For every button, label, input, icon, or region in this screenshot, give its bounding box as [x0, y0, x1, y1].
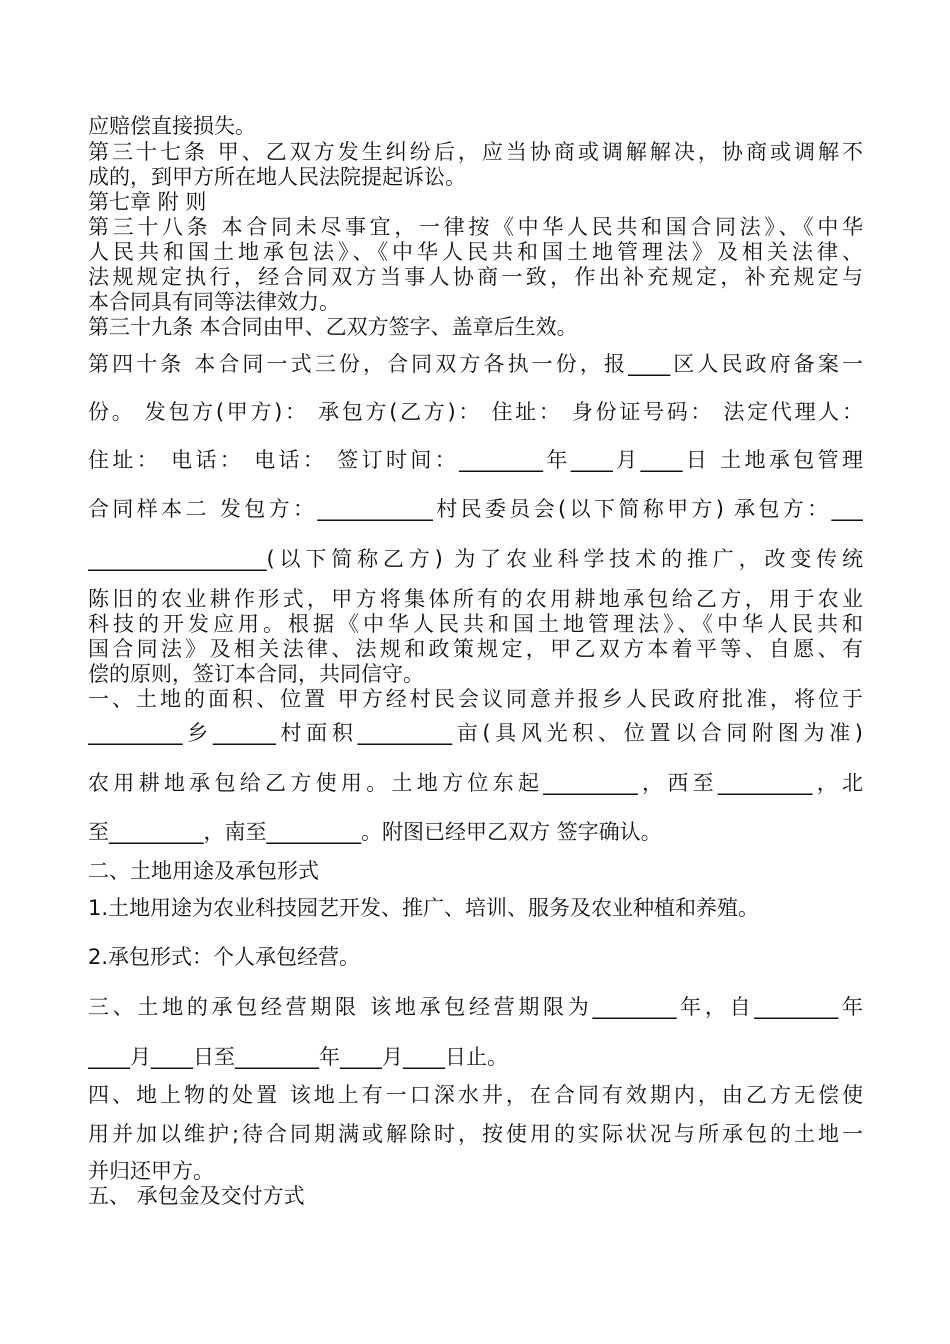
text-line: 1.土地用途为农业科技园艺开发、推广、培训、服务及农业种植和养殖。 — [88, 896, 760, 920]
text-line: 并归还甲方。 — [88, 1159, 214, 1183]
section-heading: 二、土地用途及承包形式 — [88, 859, 319, 883]
text-line: 份。 发包方(甲方)： 承包方(乙方)： 住址： 身份证号码： 法定代理人： — [88, 400, 863, 424]
text-line: _________乡______村面积_________亩(具风光积、位置以合同附图为准) — [88, 721, 863, 745]
section-heading: 一、土地的面积、位置 甲方经村民会议同意并报乡人民政府批准，将位于 — [88, 687, 863, 711]
section-heading: 五、 承包金及交付方式 — [88, 1184, 305, 1208]
text-line: 国合同法》及相关法律、法规和政策规定，甲乙双方本着平等、自愿、有 — [88, 637, 863, 661]
text-line: 农用耕地承包给乙方使用。土地方位东起_________，西至_________，北 — [88, 771, 863, 795]
text-line: 第三十七条 甲、乙双方发生纠纷后，应当协商或调解解决，协商或调解不 — [88, 140, 863, 164]
text-line: _________________(以下简称乙方) 为了农业科学技术的推广，改变传统 — [88, 547, 863, 571]
text-line: 用并加以维护;待合同期满或解除时，按使用的实际状况与所承包的土地一 — [88, 1122, 863, 1146]
text-line: 本合同具有同等法律效力。 — [88, 290, 340, 314]
text-line: 第三十九条 本合同由甲、乙双方签字、盖章后生效。 — [88, 315, 578, 339]
text-line: 2.承包形式：个人承包经营。 — [88, 945, 361, 969]
text-line: 人民共和国土地承包法》、《中华人民共和国土地管理法》及相关法律、 — [88, 240, 863, 264]
text-line: 住址： 电话： 电话： 签订时间：________年____月____日 土地承包管理 — [88, 448, 863, 472]
text-line: ____月____日至________年____月____日止。 — [88, 1045, 508, 1069]
section-heading: 四、地上物的处置 该地上有一口深水井，在合同有效期内，由乙方无偿使 — [88, 1083, 863, 1107]
text-line: 第四十条 本合同一式三份，合同双方各执一份，报____区人民政府备案一 — [88, 352, 863, 376]
text-line: 成的，到甲方所在地人民法院提起诉讼。 — [88, 165, 466, 189]
text-line: 陈旧的农业耕作形式，甲方将集体所有的农用耕地承包给乙方，用于农业 — [88, 587, 863, 611]
text-line: 科技的开发应用。根据《中华人民共和国土地管理法》、《中华人民共和 — [88, 612, 863, 636]
chapter-heading: 第七章 附 则 — [88, 190, 207, 214]
text-line: 第三十八条 本合同未尽事宜，一律按《中华人民共和国合同法》、《中华 — [88, 215, 863, 239]
text-line: 应赔偿直接损失。 — [88, 114, 256, 138]
text-line: 法规规定执行，经合同双方当事人协商一致，作出补充规定，补充规定与 — [88, 265, 863, 289]
text-line: 合同样本二 发包方：___________村民委员会(以下简称甲方) 承包方：___ — [88, 497, 863, 521]
section-heading: 三、土地的承包经营期限 该地承包经营期限为________年，自________年 — [88, 995, 863, 1019]
text-line: 偿的原则，签订本合同，共同信守。 — [88, 662, 424, 686]
text-line: 至_________，南至_________。附图已经甲乙双方 签字确认。 — [88, 820, 662, 844]
